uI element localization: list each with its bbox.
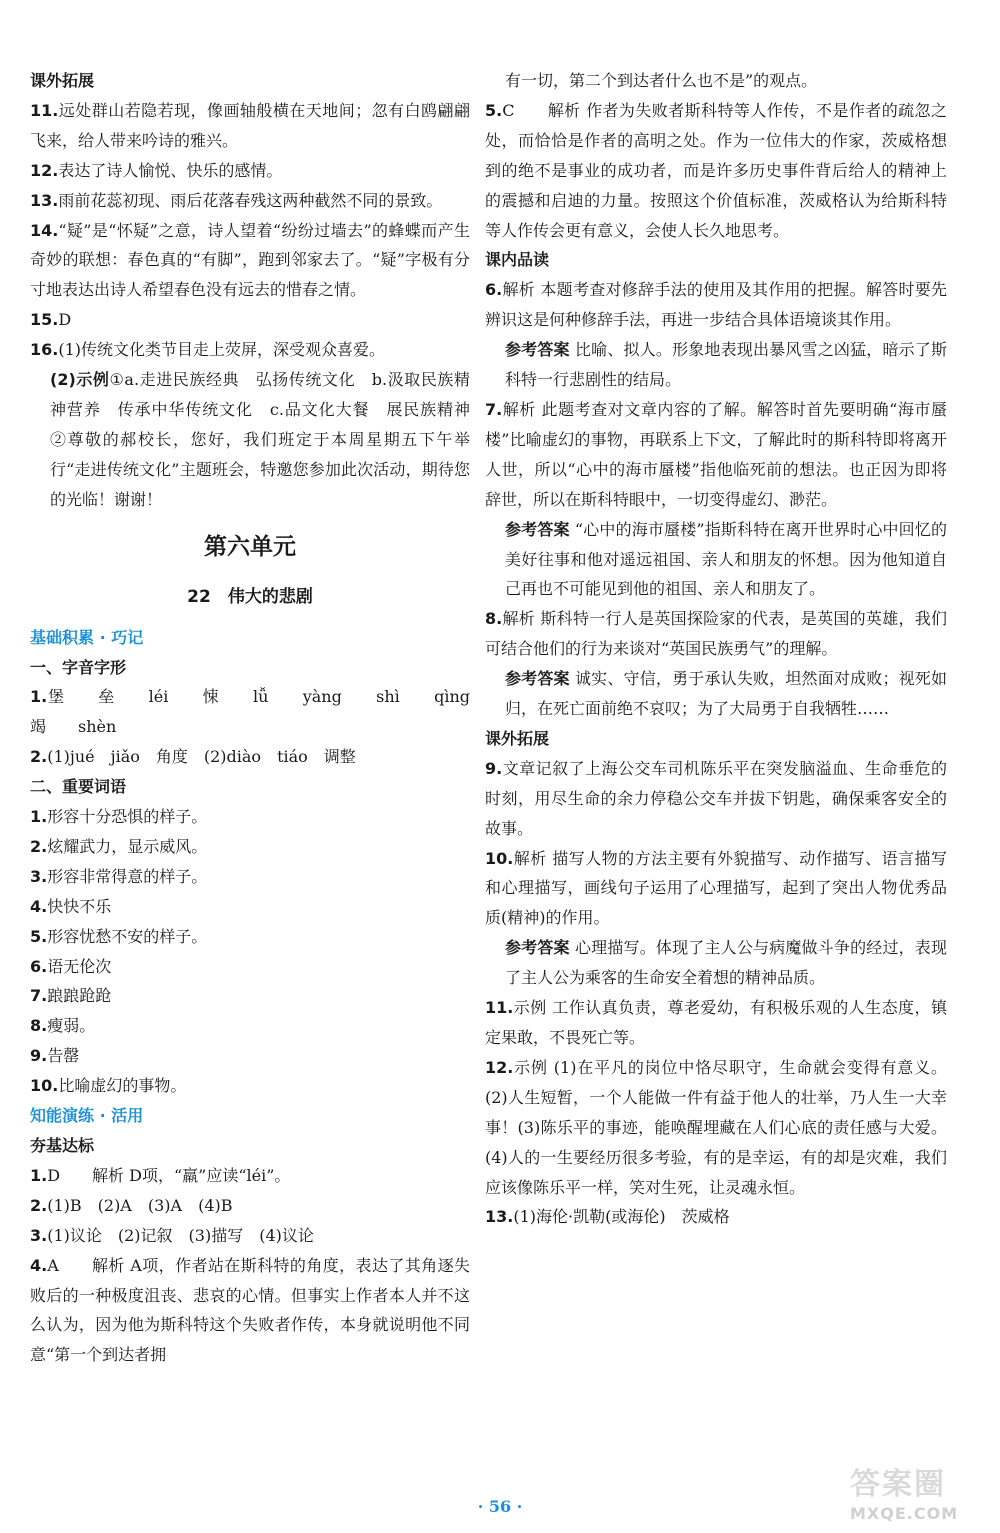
watermark-url: MXQE.COM [850, 1504, 959, 1523]
answer-tag: 参考答案 [505, 519, 570, 539]
item-text: 表达了诗人愉悦、快乐的感情。 [58, 160, 283, 180]
answer-tag: (2)示例 [50, 370, 110, 390]
answer-item [30, 922, 470, 952]
answer-item [485, 993, 947, 1053]
answer-item [30, 862, 470, 892]
item-number: 9. [30, 1046, 48, 1066]
item-text: 解析 此题考查对文章内容的了解。解答时首先要明确“海市蜃楼”比喻虚幻的事物，再联系上下文，了解此时的斯科特即将离开人世，所以“心中的海市蜃楼”指他临死前的想法。也正因为即将辞世，所以在斯科特眼中，一切变得虚幻、渺茫。 [485, 399, 947, 509]
item-text: D [58, 310, 72, 330]
answer-item [485, 844, 947, 934]
item-text: (1)jué jiǎo 角度 (2)diào tiáo 调整 [47, 747, 356, 767]
item-number: 5. [485, 100, 503, 120]
subitem-text: 比喻、拟人。形象地表现出暴风雪之凶猛，暗示了斯科特一行悲剧性的结局。 [505, 340, 947, 390]
answer-subitem [485, 933, 947, 993]
item-text: (1)海伦·凯勒(或海伦) 茨威格 [513, 1207, 730, 1227]
answer-item [485, 1202, 947, 1232]
page-number: · 56 · [477, 1497, 523, 1516]
answer-item [485, 96, 947, 246]
item-text: (1)议论 (2)记叙 (3)描写 (4)议论 [47, 1225, 314, 1245]
subitem-text: “心中的海市蜃楼”指斯科特在离开世界时心中回忆的美好往事和他对遥远祖国、亲人和朋友的怀想。因为他知道自己再也不可能见到他的祖国、亲人和朋友了。 [505, 519, 947, 599]
answer-subitem [485, 664, 947, 724]
answer-item [485, 1053, 947, 1203]
item-number: 10. [485, 848, 514, 868]
item-text: 远处群山若隐若现，像画轴般横在天地间；忽有白鸥翩翩飞来，给人带来吟诗的雅兴。 [30, 100, 470, 150]
item-text: 文章记叙了上海公交车司机陈乐平在突发脑溢血、生命垂危的时刻，用尽生命的余力停稳公交车并拔下钥匙，确保乘客安全的故事。 [485, 758, 947, 838]
answer-item [485, 754, 947, 844]
answer-item [30, 156, 470, 186]
answer-item [30, 1191, 470, 1221]
answer-item [30, 1251, 470, 1371]
item-text: 快快不乐 [47, 896, 112, 916]
unit-title: 第六单元 [204, 533, 296, 560]
answer-item [30, 1161, 470, 1191]
item-number: 12. [30, 160, 59, 180]
answer-item [30, 1041, 470, 1071]
answer-item [30, 682, 503, 742]
answer-tag: 参考答案 [505, 938, 570, 958]
item-number: 2. [30, 836, 48, 856]
item-number: 4. [30, 896, 48, 916]
left-column [30, 66, 503, 1370]
item-number: 12. [485, 1057, 514, 1077]
item-number: 16. [30, 340, 59, 360]
answer-item [30, 742, 470, 772]
section-heading: 一、字音字形 [30, 657, 127, 677]
item-text: C 解析 作者为失败者斯科特等人作传，不是作者的疏忽之处，而恰恰是作者的高明之处。作为一位伟大的作家，茨威格想到的绝不是事业的成功者，而是许多历史事件背后给人的精神上的震撼和启迪的力量。按照这个价值标准，茨威格认为给斯科特等人作传会更有意义，会使人长久地思考。 [485, 100, 947, 240]
module-heading: 基础积累 · 巧记 [30, 627, 144, 647]
answer-subitem [485, 335, 947, 395]
item-text: (1)B (2)A (3)A (4)B [47, 1195, 233, 1215]
answer-subitem [485, 515, 947, 605]
answer-item [30, 216, 470, 306]
section-heading: 夯基达标 [30, 1136, 95, 1155]
continued-text: 有一切，第二个到达者什么也不是”的观点。 [505, 71, 818, 90]
answer-item [485, 604, 947, 664]
item-text: D 解析 D项，“羸”应读“léi”。 [47, 1165, 291, 1185]
subitem-text: ①a.走进民族经典 弘扬传统文化 b.汲取民族精神营养 传承中华传统文化 c.品文化大餐 展民族精神 ②尊敬的郝校长，您好，我们班定于本周星期五下午举行“走进传统文化”主题班会，特邀您参加此次活动，期待您的光临！谢谢！ [50, 370, 487, 509]
answer-item [30, 892, 470, 922]
item-text: A 解析 A项，作者站在斯科特的角度，表达了其角逐失败后的一种极度沮丧、悲哀的心情。但事实上作者本人并不这么认为，因为他为斯科特这个失败者作传，本身就说明他不同意“第一个到达者拥 [30, 1255, 470, 1365]
answer-item [30, 952, 470, 982]
item-text: 雨前花蕊初现、雨后花落春残这两种截然不同的景致。 [58, 190, 443, 210]
answer-item [30, 335, 470, 365]
answer-tag: 参考答案 [505, 340, 570, 360]
subitem-text: 诚实、守信，勇于承认失败，坦然面对成败；视死如归，在死亡面前绝不哀叹；为了大局勇于自我牺牲…… [505, 669, 947, 719]
item-number: 2. [30, 747, 48, 767]
watermark-logo-text: 答案圈 [850, 1467, 946, 1502]
item-text: 形容忧愁不安的样子。 [47, 926, 208, 946]
item-text: 形容十分恐惧的样子。 [47, 807, 208, 827]
item-text: 语无伦次 [47, 956, 112, 976]
answer-item [30, 1071, 470, 1101]
answer-item [30, 186, 470, 216]
item-text: 解析 斯科特一行人是英国探险家的代表，是英国的英雄，我们可结合他们的行为来谈对“英国民族勇气”的理解。 [485, 609, 947, 659]
watermark-logo [850, 1466, 980, 1528]
section-heading: 课外拓展 [30, 71, 95, 90]
item-text: 解析 本题考查对修辞手法的使用及其作用的把握。解答时要先辨识这是何种修辞手法，再进一步结合具体语境谈其作用。 [485, 280, 947, 330]
item-text: 告罄 [47, 1046, 80, 1066]
section-heading: 二、重要词语 [30, 777, 127, 797]
item-text: 瘦弱。 [47, 1016, 96, 1036]
item-number: 14. [30, 220, 59, 240]
answer-item [30, 802, 470, 832]
item-number: 1. [30, 1165, 48, 1185]
answer-item [30, 832, 470, 862]
item-number: 6. [30, 956, 48, 976]
item-number: 8. [485, 609, 503, 629]
item-text: 解析 描写人物的方法主要有外貌描写、动作描写、语言描写和心理描写，画线句子运用了心理描写，起到了突出人物优秀品质(精神)的作用。 [485, 848, 947, 928]
right-column [485, 66, 947, 1232]
answer-item [30, 981, 470, 1011]
item-number: 6. [485, 280, 503, 300]
answer-subitem [30, 365, 487, 515]
answer-item [30, 1011, 470, 1041]
answer-item [485, 395, 947, 515]
item-number: 11. [30, 100, 59, 120]
item-number: 13. [485, 1207, 514, 1227]
item-text: 踉踉跄跄 [47, 986, 112, 1006]
item-number: 3. [30, 1225, 48, 1245]
item-number: 9. [485, 758, 503, 778]
answer-item [30, 1221, 470, 1251]
item-text: 比喻虚幻的事物。 [58, 1076, 187, 1096]
answer-item [485, 275, 947, 335]
lesson-title: 22 伟大的悲剧 [187, 586, 313, 607]
item-number: 1. [30, 687, 48, 707]
item-text: 示例 (1)在平凡的岗位中恪尽职守，生命就会变得有意义。(2)人生短暂，一个人能做一件有益于他人的壮举，乃人生一大幸事！(3)陈乐平的事迹，能唤醒埋藏在人们心底的责任感与大爱。(4)人的一生要经历很多考验，有的是幸运，有的却是灾难，我们应该像陈乐平一样，笑对生死，让灵魂永恒。 [485, 1057, 947, 1197]
item-number: 11. [485, 998, 514, 1018]
subitem-text: 心理描写。体现了主人公与病魔做斗争的经过，表现了主人公为乘客的生命安全着想的精神品质。 [505, 938, 947, 988]
item-number: 8. [30, 1016, 48, 1036]
section-heading: 课内品读 [485, 250, 550, 270]
item-text: (1)传统文化类节目走上荧屏，深受观众喜爱。 [58, 340, 386, 360]
module-heading: 知能演练 · 活用 [30, 1106, 144, 1126]
item-number: 2. [30, 1195, 48, 1215]
section-heading: 课外拓展 [485, 728, 550, 748]
item-number: 5. [30, 926, 48, 946]
answer-item [30, 96, 470, 156]
item-number: 1. [30, 807, 48, 827]
item-text: “疑”是“怀疑”之意，诗人望着“纷纷过墙去”的蜂蝶而产生奇妙的联想：春色真的“有脚”，跑到邻家去了。“疑”字极有分寸地表达出诗人希望春色没有远去的惜春之情。 [30, 220, 470, 300]
item-number: 15. [30, 310, 59, 330]
item-text: 堡 垒 léi 悚 lǚ yàng shì qìng 竭 shèn [30, 687, 503, 737]
item-number: 10. [30, 1076, 59, 1096]
item-number: 7. [30, 986, 48, 1006]
answer-tag: 参考答案 [505, 669, 570, 689]
item-text: 炫耀武力，显示威风。 [47, 836, 208, 856]
item-number: 13. [30, 190, 59, 210]
item-number: 7. [485, 399, 503, 419]
item-number: 3. [30, 866, 48, 886]
item-number: 4. [30, 1255, 48, 1275]
item-text: 示例 工作认真负责，尊老爱幼，有积极乐观的人生态度，镇定果敢，不畏死亡等。 [485, 998, 947, 1047]
answer-item [30, 305, 470, 335]
item-text: 形容非常得意的样子。 [47, 866, 208, 886]
